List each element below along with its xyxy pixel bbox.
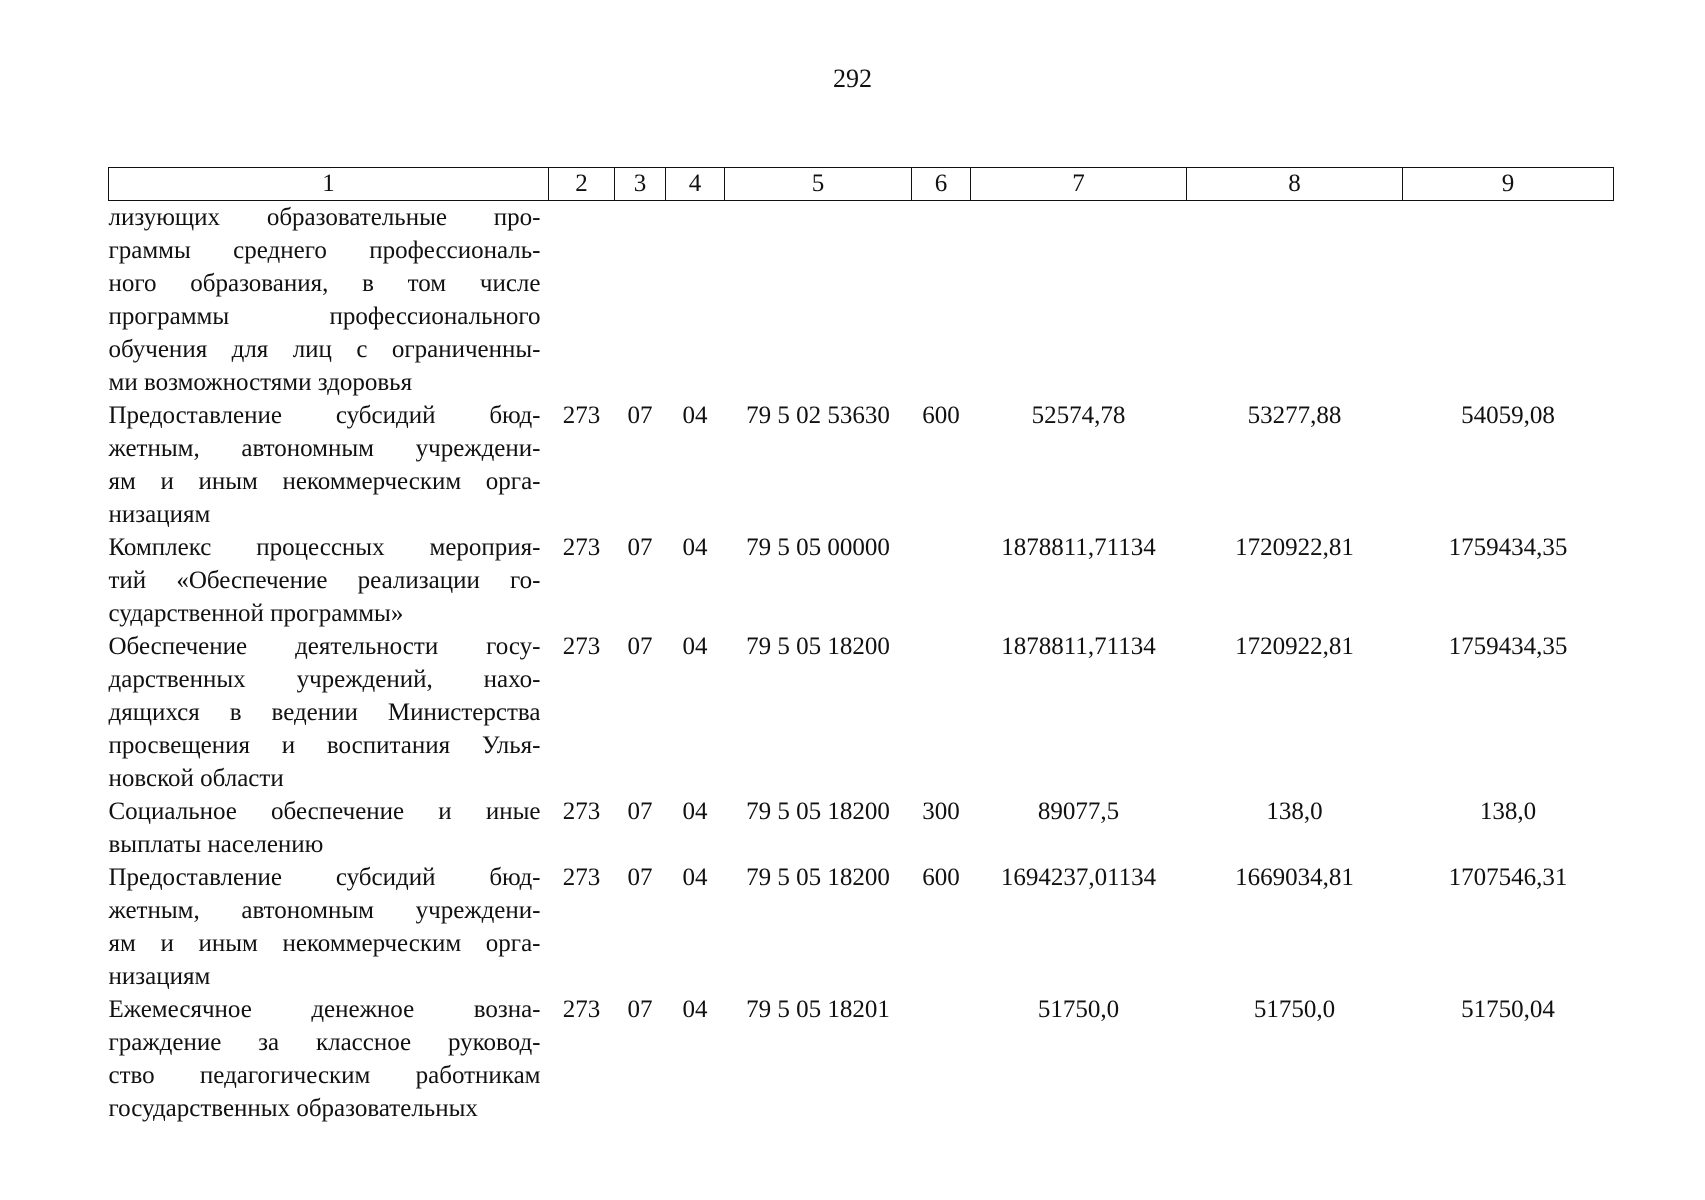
cell-col-3: 07 [627, 864, 653, 891]
description-line: Предоставление субсидий бюд- [108, 402, 541, 429]
row-description [109, 531, 549, 630]
description-line: дарственных учреждений, нахо- [108, 666, 541, 693]
cell-col-8: 138,0 [1266, 798, 1323, 825]
cell-col-8: 51750,0 [1253, 996, 1336, 1023]
cell-col-2: 273 [562, 633, 601, 660]
header-col-2: 2 [549, 168, 615, 201]
description-line: граждение за классное руковод- [108, 1029, 541, 1056]
row-description [109, 795, 549, 861]
description-line: ми возможностями здоровья [108, 369, 413, 396]
header-col-7: 7 [971, 168, 1187, 201]
cell-col-7: 1878811,71134 [1001, 534, 1156, 561]
row-description [109, 993, 549, 1125]
cell-col-8: 53277,88 [1247, 402, 1342, 429]
budget-table [108, 167, 1614, 1125]
cell-col-5: 79 5 05 18200 [746, 633, 890, 660]
table-row [109, 630, 1614, 795]
cell-col-2 [549, 201, 615, 400]
header-col-6: 6 [912, 168, 971, 201]
row-description [109, 861, 549, 993]
header-col-4: 4 [666, 168, 725, 201]
cell-col-7 [971, 201, 1187, 400]
cell-col-7: 89077,5 [1037, 798, 1120, 825]
cell-col-9: 51750,04 [1461, 996, 1555, 1023]
description-line: лизующих образовательные про- [108, 204, 541, 231]
cell-col-5: 79 5 02 53630 [746, 402, 890, 429]
cell-col-3 [615, 201, 666, 400]
description-line: Предоставление субсидий бюд- [108, 864, 541, 891]
description-line: программы профессионального [108, 303, 541, 330]
cell-col-7: 1694237,01134 [1000, 864, 1157, 891]
cell-col-9: 1707546,31 [1448, 864, 1568, 891]
header-col-8: 8 [1187, 168, 1403, 201]
description-line: сударственной программы» [108, 600, 404, 627]
cell-col-6 [912, 993, 971, 1125]
cell-col-5 [725, 201, 912, 400]
description-line: тий «Обеспечение реализации го- [108, 567, 541, 594]
cell-col-2: 273 [562, 798, 601, 825]
cell-col-6: 600 [922, 864, 960, 891]
cell-col-5: 79 5 05 18201 [746, 996, 890, 1023]
description-line: Обеспечение деятельности госу- [108, 633, 541, 660]
cell-col-5: 79 5 05 18200 [746, 864, 890, 891]
description-line: низациям [108, 501, 211, 528]
description-line: Социальное обеспечение и иные [108, 798, 541, 825]
header-row [109, 168, 1614, 201]
cell-col-4: 04 [682, 534, 708, 561]
cell-col-4 [666, 201, 725, 400]
description-line: обучения для лиц с ограниченны- [108, 336, 541, 363]
cell-col-5: 79 5 05 00000 [746, 534, 890, 561]
description-line: ство педагогическим работникам [108, 1062, 541, 1089]
description-line: государственных образовательных [108, 1095, 478, 1122]
cell-col-4: 04 [682, 633, 708, 660]
header-col-5: 5 [725, 168, 912, 201]
cell-col-9: 138,0 [1479, 798, 1537, 825]
cell-col-3: 07 [627, 996, 653, 1023]
cell-col-4: 04 [682, 864, 708, 891]
description-line: низациям [108, 963, 211, 990]
table-row [109, 993, 1614, 1125]
cell-col-5: 79 5 05 18200 [746, 798, 890, 825]
table-row [109, 399, 1614, 531]
cell-col-8: 1720922,81 [1235, 633, 1354, 660]
description-line: граммы среднего профессиональ- [108, 237, 541, 264]
cell-col-3: 07 [627, 534, 653, 561]
cell-col-6 [912, 201, 971, 400]
cell-col-2: 273 [562, 996, 601, 1023]
cell-col-9: 1759434,35 [1448, 633, 1568, 660]
cell-col-2: 273 [562, 534, 601, 561]
cell-col-7: 1878811,71134 [1001, 633, 1156, 660]
description-line: ного образования, в том числе [108, 270, 541, 297]
cell-col-4: 04 [682, 798, 708, 825]
cell-col-6: 600 [922, 402, 960, 429]
description-line: просвещения и воспитания Улья- [108, 732, 541, 759]
cell-col-8 [1187, 201, 1403, 400]
page-number: 292 [833, 64, 872, 93]
cell-col-2: 273 [562, 402, 601, 429]
header-col-3: 3 [615, 168, 666, 201]
description-line: Комплекс процессных мероприя- [108, 534, 541, 561]
description-line: новской области [108, 765, 284, 792]
cell-col-3: 07 [627, 633, 653, 660]
description-line: жетным, автономным учреждени- [108, 897, 541, 924]
description-line: жетным, автономным учреждени- [108, 435, 541, 462]
description-line: Ежемесячное денежное возна- [108, 996, 541, 1023]
cell-col-8: 1669034,81 [1235, 864, 1354, 891]
cell-col-7: 51750,0 [1037, 996, 1120, 1023]
cell-col-9 [1403, 201, 1614, 400]
table-row [109, 201, 1614, 400]
cell-col-4: 04 [682, 402, 708, 429]
description-line: ям и иным некоммерческим орга- [108, 930, 541, 957]
cell-col-9: 54059,08 [1461, 402, 1555, 429]
cell-col-7: 52574,78 [1031, 402, 1126, 429]
header-col-9: 9 [1403, 168, 1614, 201]
table-body [109, 201, 1614, 1126]
header-col-1: 1 [109, 168, 549, 201]
row-description [109, 630, 549, 795]
cell-col-2: 273 [562, 864, 601, 891]
table-row [109, 861, 1614, 993]
cell-col-3: 07 [627, 798, 653, 825]
cell-col-6: 300 [922, 798, 960, 825]
description-line: ям и иным некоммерческим орга- [108, 468, 541, 495]
cell-col-4: 04 [682, 996, 708, 1023]
row-description [109, 201, 549, 400]
description-line: выплаты населению [108, 831, 324, 858]
cell-col-9: 1759434,35 [1448, 534, 1568, 561]
table-row [109, 795, 1614, 861]
description-line: дящихся в ведении Министерства [108, 699, 541, 726]
cell-col-8: 1720922,81 [1235, 534, 1354, 561]
table-row [109, 531, 1614, 630]
table-header [109, 168, 1614, 201]
cell-col-6 [912, 630, 971, 795]
cell-col-3: 07 [627, 402, 653, 429]
row-description [109, 399, 549, 531]
cell-col-6 [912, 531, 971, 630]
